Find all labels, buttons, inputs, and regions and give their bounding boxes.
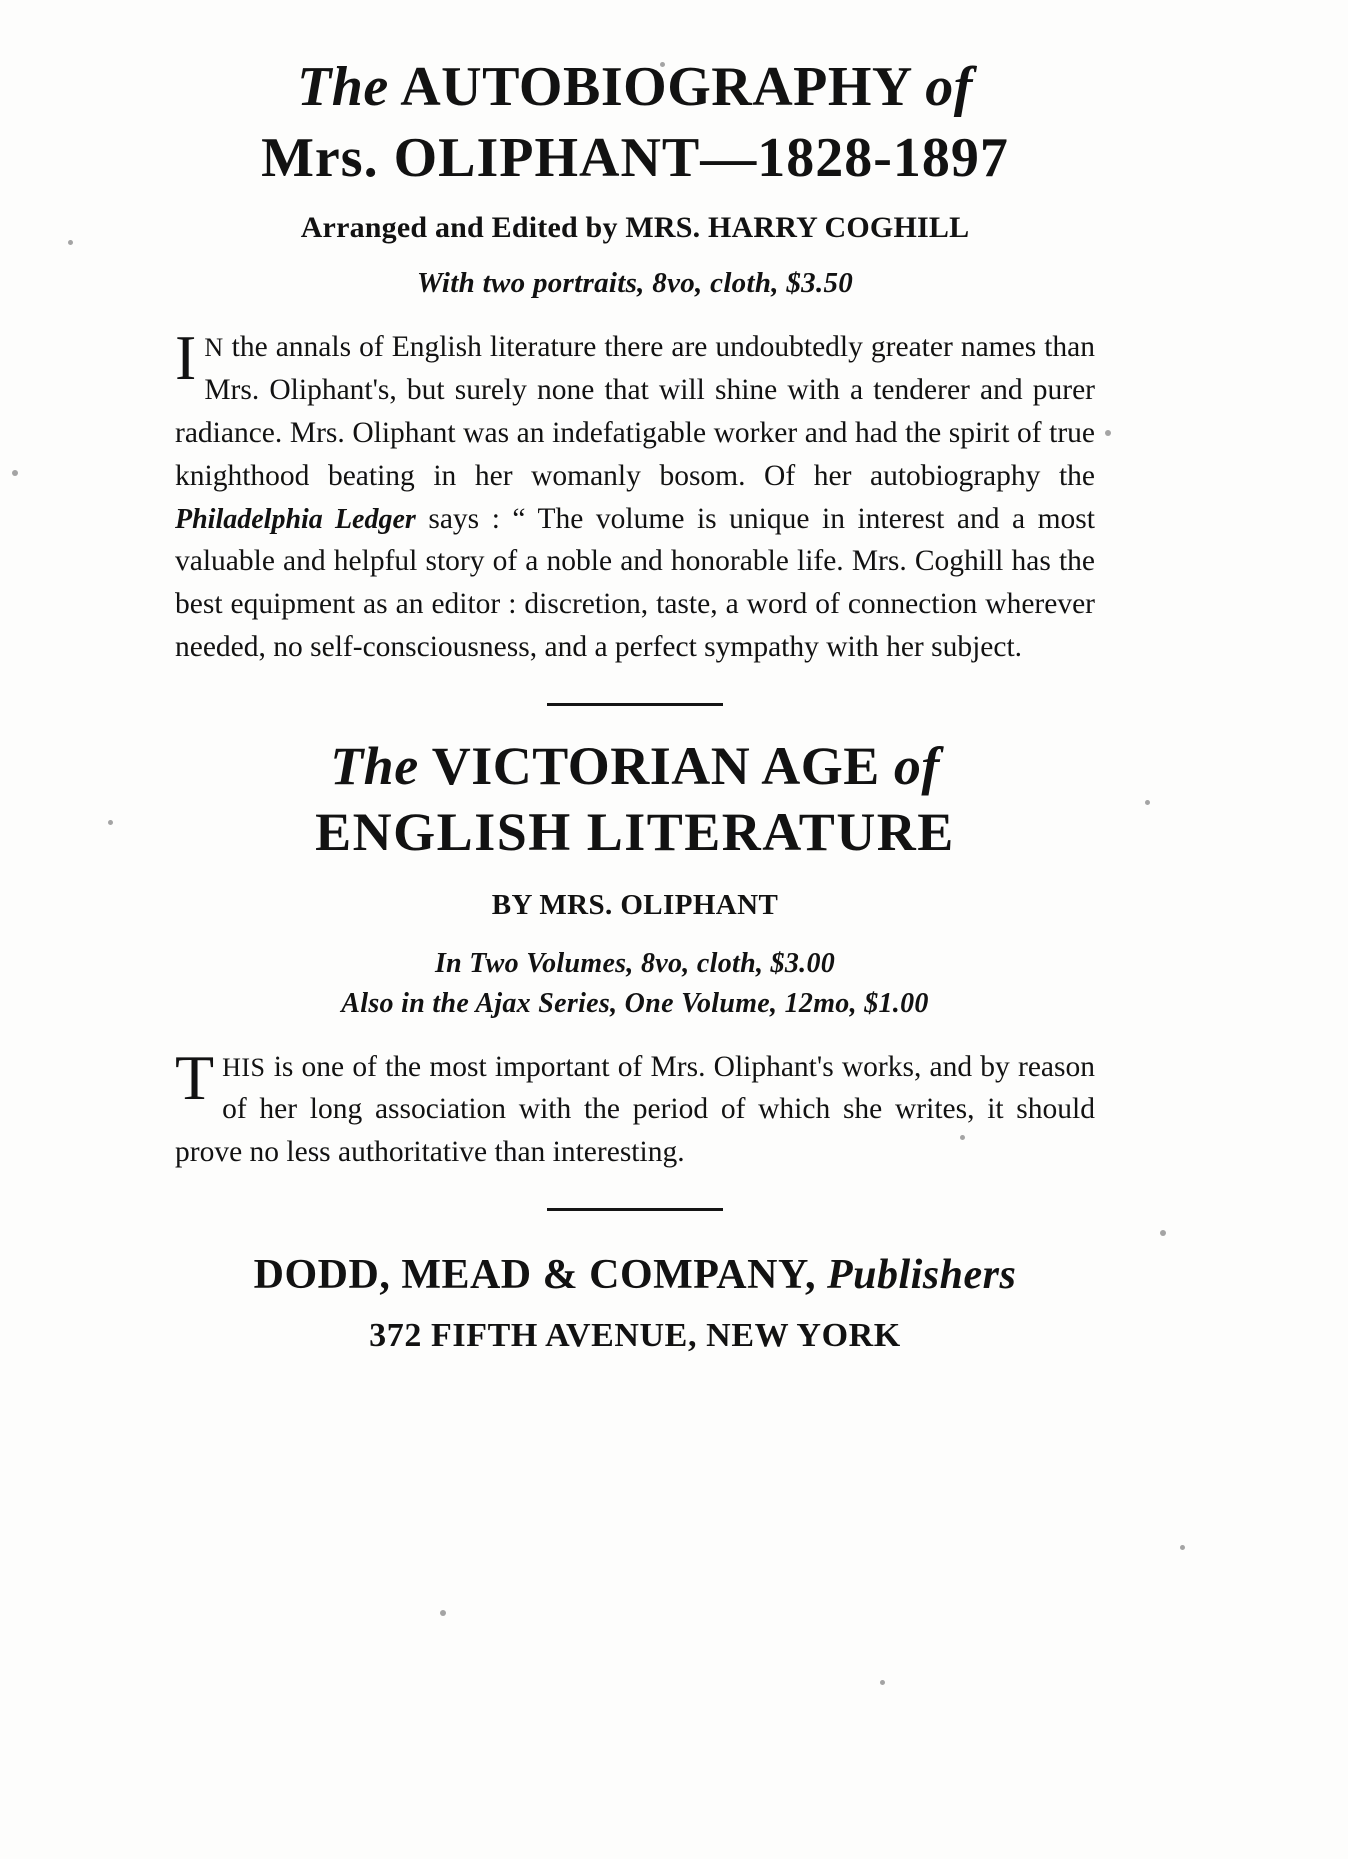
scan-speck xyxy=(440,1610,446,1616)
publisher-name: DODD, MEAD & COMPANY, xyxy=(253,1251,816,1298)
ad-two-price-lines xyxy=(175,948,1095,1020)
scan-speck xyxy=(12,470,18,476)
publisher-address: 372 FIFTH AVENUE, NEW YORK xyxy=(369,1316,901,1354)
section-divider-one xyxy=(547,703,723,706)
scan-speck xyxy=(1145,800,1150,805)
publisher-line xyxy=(175,1251,1095,1299)
ad-two-body-text: is one of the most important of Mrs. Oliphant's works, and by reason of her long association with the period of which she writes, it should prove no less authoritative than interesting. xyxy=(175,1050,1095,1169)
ad-two-title-main: VICTORIAN AGE xyxy=(418,735,894,796)
scan-speck xyxy=(1160,1230,1166,1236)
ad-one-dropcap: I xyxy=(175,322,197,394)
ad-one-title-the: The xyxy=(297,56,389,118)
ad-one-price-line: With two portraits, 8vo, cloth, $3.50 xyxy=(416,267,854,300)
ad-one-paragraph xyxy=(175,322,1095,668)
ad-two-dropcap: T xyxy=(175,1041,215,1113)
ad-one-byline: Arranged and Edited by MRS. HARRY COGHILL xyxy=(300,211,970,245)
ad-one-title-line2: Mrs. OLIPHANT—1828-1897 xyxy=(261,126,1009,189)
ad-two-title-the: The xyxy=(330,735,419,796)
ad-two-title-of: of xyxy=(893,735,940,796)
ad-one-body-text-1: the annals of English literature there are undoubtedly greater names than Mrs. Oliphant's, but surely none that will shine with a tenderer and purer radiance. Mrs. Oliphant was an indefatigable worker and had the spirit of true knighthood beating in her womanly bosom. Of her autobiography the xyxy=(175,331,1095,492)
ad-two-price-line-2: Also in the Ajax Series, One Volume, 12mo, $1.00 xyxy=(341,987,929,1019)
scan-speck xyxy=(880,1680,885,1685)
ad-two-byline: BY MRS. OLIPHANT xyxy=(491,888,779,921)
ad-two-title-line2: ENGLISH LITERATURE xyxy=(315,802,955,863)
ad-two-title xyxy=(175,736,1095,863)
ad-two-paragraph xyxy=(175,1041,1095,1174)
ad-two-smallcaps: HIS xyxy=(222,1052,266,1082)
ad-one-smallcaps: N xyxy=(204,333,224,363)
scan-speck xyxy=(1180,1545,1185,1550)
scan-speck xyxy=(68,240,73,245)
publisher-role: Publishers xyxy=(826,1251,1017,1298)
ad-one-title-main: AUTOBIOGRAPHY xyxy=(388,56,926,118)
advertisement-content xyxy=(175,50,1095,1355)
section-divider-two xyxy=(547,1208,723,1211)
ad-one-body-text-2: says : “ The volume is unique in interest and a most valuable and helpful story of a noble and honorable life. Mrs. Coghill has the best equipment as an editor : discretion, taste, a word of connection wherever needed, no self-consciousness, and a perfect sympathy with her subject. xyxy=(175,502,1095,663)
ad-two-price-line-1: In Two Volumes, 8vo, cloth, $3.00 xyxy=(434,947,836,979)
ad-one-cited-source: Philadelphia Ledger xyxy=(175,503,416,535)
ad-one-title-of: of xyxy=(925,56,973,118)
ad-one-title xyxy=(175,56,1095,189)
scan-speck xyxy=(108,820,113,825)
scan-speck xyxy=(1105,430,1111,436)
